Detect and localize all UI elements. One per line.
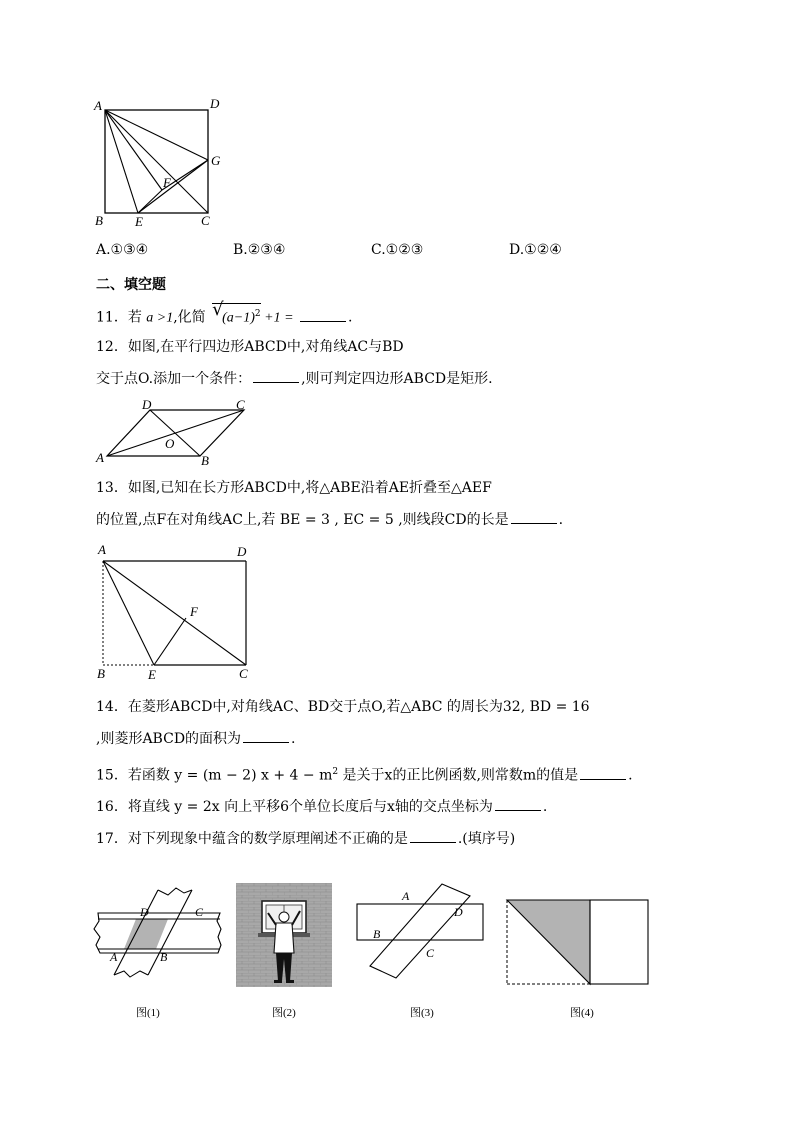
figure-1-caption: 图(1) — [136, 1007, 160, 1019]
fig3-label-c: C — [426, 946, 435, 960]
q15-end: . — [628, 767, 633, 784]
q13-label-a: A — [98, 542, 106, 557]
q11-number: 11． — [96, 309, 128, 326]
q13-label-b: B — [97, 666, 105, 681]
q14-line2a: ,则菱形ABCD的面积为 — [96, 731, 242, 747]
q10-label-g: G — [211, 153, 221, 168]
section-heading: 二、填空题 — [96, 277, 166, 293]
q16-answer-blank[interactable] — [495, 798, 541, 811]
q17-end: .(填序号) — [457, 831, 516, 847]
figure-4-caption: 图(4) — [570, 1007, 594, 1019]
q10-option-a: A.①③④ — [96, 242, 149, 258]
q12-label-d: D — [142, 397, 152, 412]
q13-line2a: 的位置,点F在对角线AC上,若 BE = 3 , EC = 5 ,则线段CD的长是 — [96, 512, 509, 528]
q14-end: . — [291, 731, 296, 747]
figure-2 — [236, 883, 332, 987]
fig1-label-a: A — [110, 950, 118, 964]
fig1-label-b: B — [160, 950, 168, 964]
q11-exponent: 2 — [254, 309, 261, 319]
q16-number: 16． — [96, 799, 128, 815]
q15-text-b: 是关于x的正比例函数,则常数m的值是 — [338, 767, 579, 784]
q17-text-a: 对下列现象中蕴含的数学原理阐述不正确的是 — [127, 831, 408, 847]
question-15 — [96, 762, 633, 786]
q12-answer-blank[interactable] — [253, 370, 299, 383]
fig1-label-d: D — [140, 905, 149, 919]
q14-answer-blank[interactable] — [243, 730, 289, 743]
q14-number: 14． — [96, 699, 128, 715]
q10-label-c: C — [201, 213, 210, 228]
q10-label-e: E — [135, 214, 143, 229]
q12-line2a: 交于点O.添加一个条件： — [96, 371, 252, 387]
q12-line2b: ,则可判定四边形ABCD是矩形. — [301, 371, 493, 387]
q10-label-f: F — [163, 175, 171, 190]
figure-4 — [502, 896, 654, 988]
q17-answer-blank[interactable] — [410, 830, 456, 843]
q13-number: 13． — [96, 480, 128, 496]
question-14-line2 — [96, 729, 296, 749]
q10-label-a: A — [94, 98, 102, 113]
q12-label-o: O — [165, 436, 175, 451]
q13-line1: 如图,已知在长方形ABCD中,将△ABE沿着AE折叠至△AEF — [127, 480, 492, 496]
q10-option-b: B.②③④ — [233, 242, 286, 258]
q10-option-c: C.①②③ — [371, 242, 424, 258]
figure-3-caption: 图(3) — [410, 1007, 434, 1019]
q12-label-b: B — [201, 453, 209, 468]
q17-number: 17． — [96, 831, 128, 847]
q13-end: . — [558, 512, 564, 528]
q11-radical — [212, 299, 261, 329]
q13-label-f: F — [190, 604, 198, 619]
q11-answer-blank[interactable] — [300, 309, 346, 322]
question-16 — [96, 797, 547, 817]
q13-answer-blank[interactable] — [511, 511, 557, 524]
q10-label-d: D — [210, 96, 220, 111]
q12-number: 12． — [96, 339, 128, 355]
q12-figure — [92, 396, 262, 468]
q11-condition: a >1 — [146, 310, 174, 326]
q15-number: 15． — [96, 767, 128, 784]
q15-answer-blank[interactable] — [580, 767, 626, 780]
q11-text-b: ,化简 — [173, 309, 206, 326]
question-14-line1 — [96, 697, 590, 717]
q14-line1: 在菱形ABCD中,对角线AC、BD交于点O,若△ABC 的周长为32, BD = 16 — [127, 699, 590, 715]
sqrt-icon: √ — [212, 299, 224, 320]
q15-text-a: 若函数 y = (m − 2) x + 4 − m — [127, 767, 333, 784]
q15-exponent: 2 — [332, 767, 339, 777]
q10-label-b: B — [95, 213, 103, 228]
q11-tail: +1 = — [260, 310, 294, 326]
q10-option-d: D.①②④ — [509, 242, 562, 258]
q13-label-d: D — [237, 544, 247, 559]
fig1-label-c: C — [195, 905, 204, 919]
q13-label-e: E — [148, 667, 156, 682]
q13-label-c: C — [239, 666, 248, 681]
question-11 — [96, 299, 353, 329]
q10-figure — [90, 94, 230, 232]
fig3-label-d: D — [454, 905, 463, 919]
question-12-line1 — [96, 337, 404, 357]
q12-line1: 如图,在平行四边形ABCD中,对角线AC与BD — [127, 339, 404, 355]
question-12-line2 — [96, 369, 493, 389]
q11-end: . — [348, 309, 353, 326]
fig3-label-b: B — [373, 927, 381, 941]
q12-label-a: A — [96, 450, 104, 465]
question-13-line1 — [96, 478, 492, 498]
figure-1 — [90, 885, 230, 980]
q16-end: . — [542, 799, 548, 815]
q11-text-a: 若 — [127, 309, 142, 326]
figure-2-caption: 图(2) — [272, 1007, 296, 1019]
question-13-line2 — [96, 510, 563, 530]
q13-figure — [92, 540, 262, 682]
q16-text-a: 将直线 y = 2x 向上平移6个单位长度后与x轴的交点坐标为 — [127, 799, 493, 815]
fig3-label-a: A — [402, 889, 410, 903]
question-17 — [96, 829, 515, 849]
q11-expr: (a−1) — [222, 310, 255, 326]
q12-label-c: C — [236, 397, 245, 412]
figure-3 — [352, 880, 492, 980]
